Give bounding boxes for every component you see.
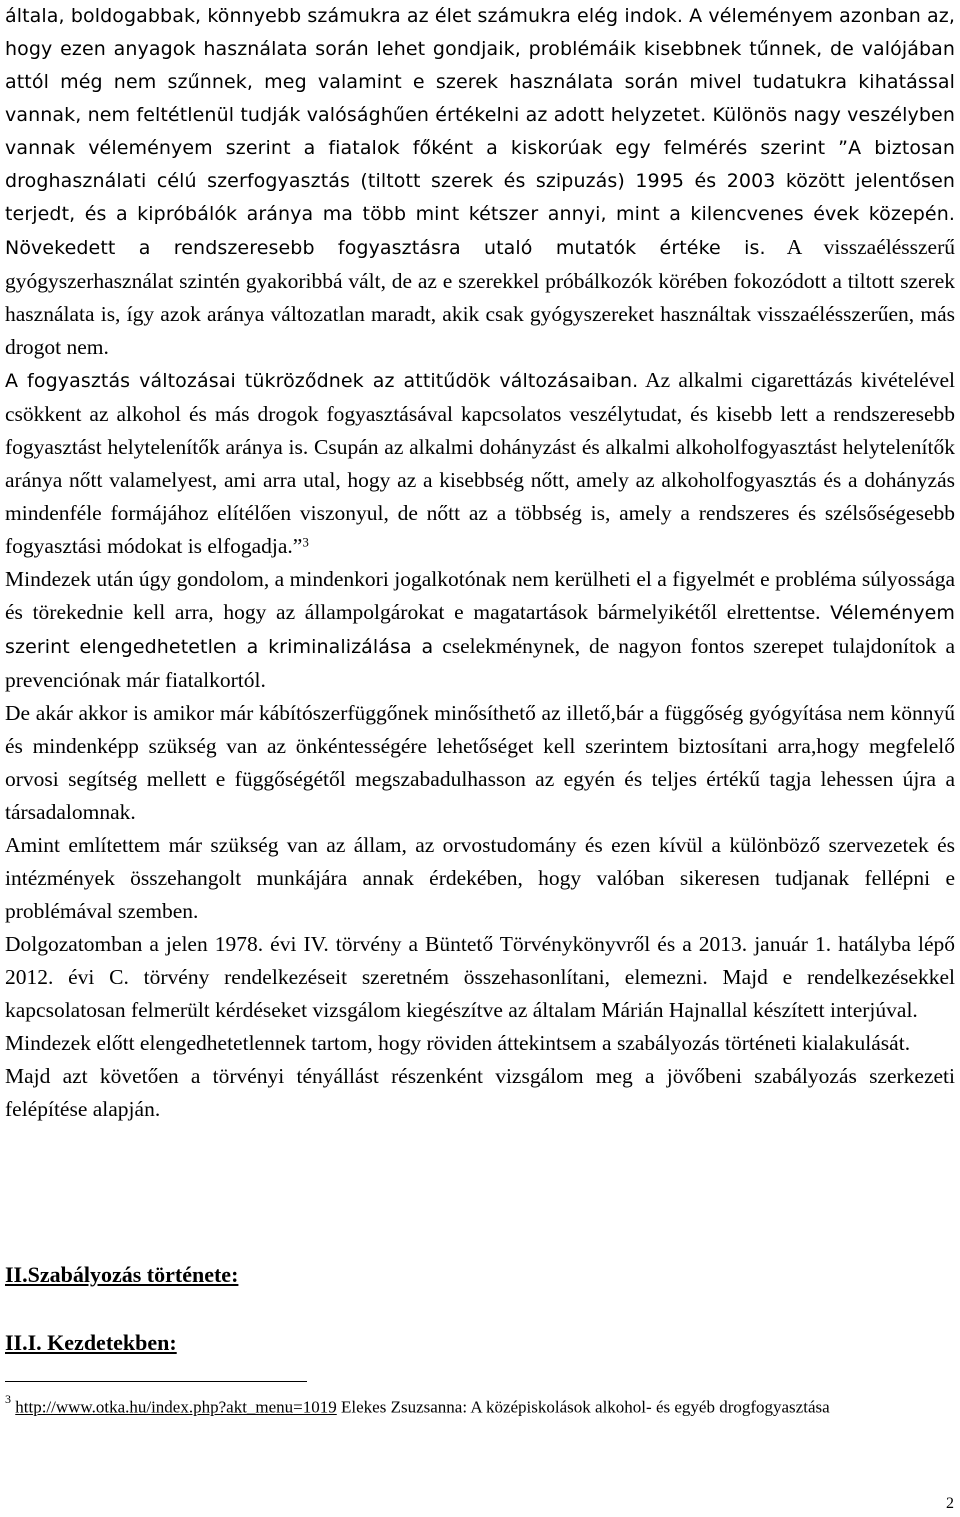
paragraph-7: Majd azt követően a törvényi tényállást részenként vizsgálom meg a jövőbeni szabályozás szerkezeti felépítése alapján. — [5, 1064, 955, 1121]
footnote-link[interactable]: http://www.otka.hu/index.php?akt_menu=1019 — [15, 1397, 337, 1417]
intro-text-serif-1: A visszaélésszerű gyógyszerhasználat szintén gyakoribbá vált, de az e szerekkel próbálkozók körében fokozódott a tiltott szerek használata is, így azok aránya változatlan maradt, akik csak gyógyszereket használtak visszaélésszerűen, más drogot nem. — [5, 235, 956, 359]
section-heading-history: II.Szabályozás története: — [5, 1262, 239, 1287]
paragraph-2-text-a: Mindezek után úgy gondolom, a mindenkori jogalkotónak nem kerülheti el a figyelmét e probléma súlyossága és törekednie kell arra, hogy az állampolgárokat e magatartások bármelyikétől elrettentse. — [5, 567, 955, 624]
paragraph-2-text-b: cselekménynek, de nagyon fontos szerepet tulajdonítok a prevenciónak már fiatalkortól. — [5, 634, 955, 692]
paragraph-6: Mindezek előtt elengedhetetlennek tartom, hogy röviden áttekintsem a szabályozás történeti kialakulását. — [5, 1031, 911, 1055]
paragraph-4: Amint említettem már szükség van az állam, az orvostudomány és ezen kívül a különböző szervezetek és intézmények összehangolt munkájára annak érdekében, hogy valóban sikeresen tudjanak fellépni e problémával szemben. — [5, 833, 955, 923]
footnote-divider — [5, 1381, 307, 1382]
intro-text-sans-2: A fogyasztás változásai tükröződnek az attitűdök változásaiban. — [5, 370, 639, 392]
section-heading-beginnings: II.I. Kezdetekben: — [5, 1330, 177, 1355]
intro-text-serif-2: Az alkalmi cigarettázás kivételével csökkent az alkohol és más drogok fogyasztásával kapcsolatos veszélytudat, és kisebb lett a rendszeresebb fogyasztást helytelenítők aránya is. Csupán az alkalmi dohányzást és alkalmi alkoholfogyasztást helytelenítők aránya nőtt valamelyest, ami arra utal, hogy az a kisebbség nőtt, amely az alkoholfogyasztás és a dohányzás mindenféle formájához elítélően viszonyul, de nőtt az a többség is, amely a rendszeres és szélsőségesebb fogyasztási módokat is elfogadja.” — [5, 368, 956, 558]
paragraph-5: Dolgozatomban a jelen 1978. évi IV. törvény a Büntető Törvénykönyvről és a 2013. január 1. hatályba lépő 2012. évi C. törvény rendelkezéseit szeretném összehasonlítani, elemezni. Majd e rendelkezésekkel kapcsolatosan felmerült kérdéseket vizsgálom kiegészítve az általam Márián Hajnallal készített interjúval. — [5, 932, 955, 1022]
document-body — [5, 0, 955, 1126]
paragraph-2-text-sans: Véleményem szerint elengedhetetlen a kriminalizálása a — [5, 602, 955, 658]
paragraph-intro — [5, 0, 955, 563]
page-number: 2 — [946, 1495, 954, 1512]
paragraph-2 — [5, 563, 955, 697]
intro-text-sans-1: általa, boldogabbak, könnyebb számukra az élet számukra elég indok. A véleményem azonban az, hogy ezen anyagok használata során lehet gondjaik, problémáik kisebbnek tűnnek, de valójában attól még nem szűnnek, meg valamint e szerek használata során mivel tudatukra kihatással vannak, nem feltétlenül tudják valósághűen értékelni az adott helyzetet. Különös nagy veszélyben vannak véleményem szerint a fiatalok főként a kiskorúak egy felmérés szerint ”A biztosan droghasználati célú szerfogyasztás (tiltott szerek és szipuzás) 1995 és 2003 között jelentősen terjedt, és a kipróbálók aránya ma több mint kétszer annyi, mint a kilencvenes évek közepén. Növekedett a rendszeresebb fogyasztásra utaló mutatók értéke is. — [5, 5, 955, 259]
footnote-number: 3 — [5, 1392, 11, 1406]
footnote-text: Elekes Zsuzsanna: A középiskolások alkohol- és egyéb drogfogyasztása — [336, 1397, 830, 1417]
footnote — [5, 1390, 955, 1420]
footnote-ref-3: 3 — [302, 534, 309, 550]
paragraph-3: De akár akkor is amikor már kábítószerfüggőnek minősíthető az illető,bár a függőség gyógyítása nem könnyű és mindenképp szükség van az önkéntességére lehetőséget kell szerintem biztosítani arra,hogy megfelelő orvosi segítség mellett e függőségétől megszabadulhasson az egyén és teljes értékű tagja lehessen újra a társadalomnak. — [5, 701, 955, 824]
